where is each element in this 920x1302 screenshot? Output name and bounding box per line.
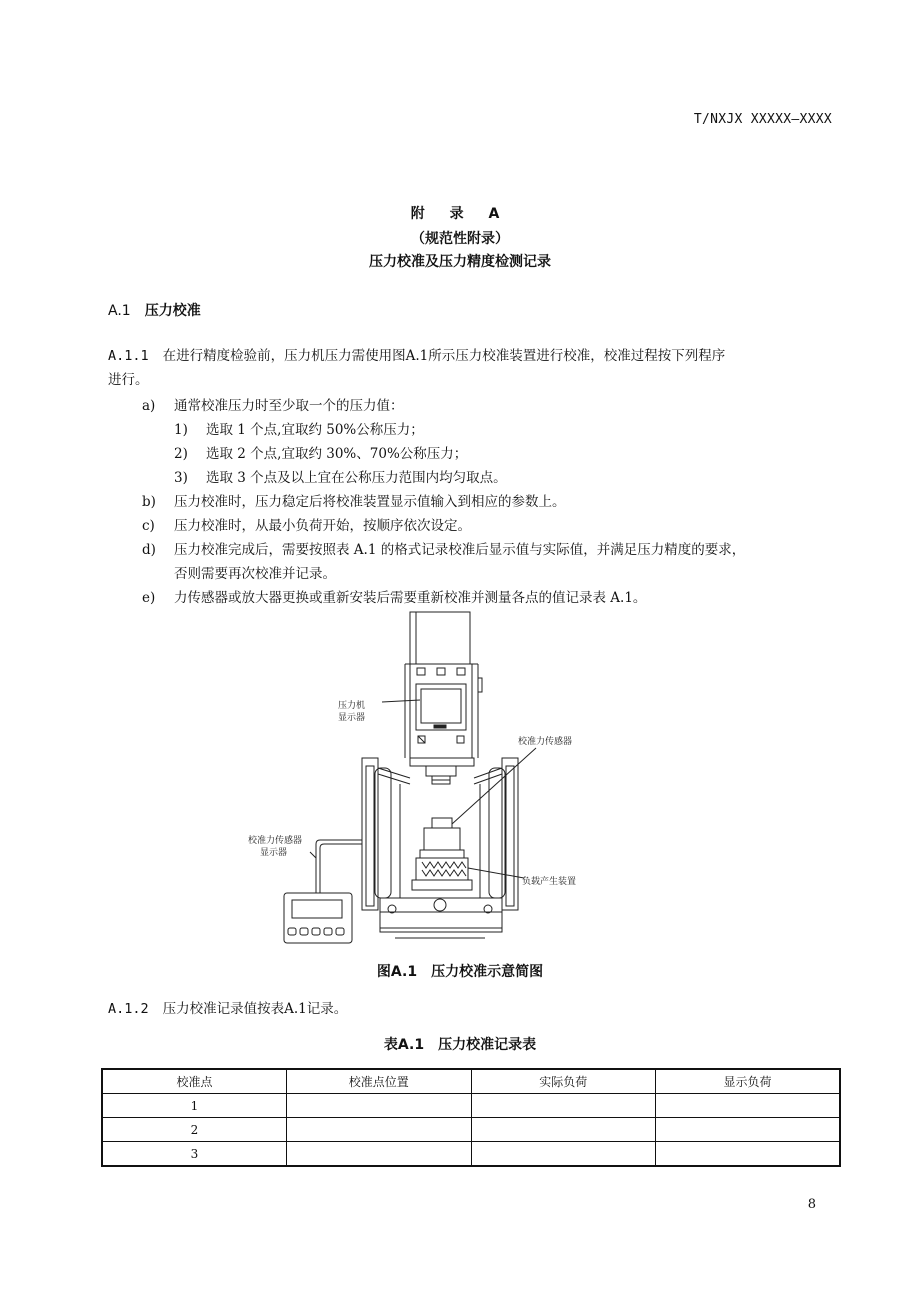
press-base xyxy=(380,912,502,932)
table-caption: 表A.1 压力校准记录表 xyxy=(383,1037,537,1053)
clause-text-cont: 进行。 xyxy=(108,372,149,388)
col-header: 校准点位置 xyxy=(287,1069,472,1094)
table-cell[interactable] xyxy=(656,1142,841,1167)
appendix-subtitle: （规范性附录） xyxy=(411,231,509,247)
press-calibration-diagram xyxy=(230,608,600,948)
sensor-cable xyxy=(316,840,362,893)
press-head xyxy=(410,612,470,664)
list-text: 压力校准完成后，需要按照表 A.1 的格式记录校准后显示值与实际值，并满足压力精度的要求， xyxy=(174,542,746,558)
document-code: T/NXJX XXXXX—XXXX xyxy=(693,112,832,127)
frame-right xyxy=(502,758,518,910)
list-text: 选取 2 个点,宜取约 30%、70%公称压力； xyxy=(206,446,468,462)
list-text-cont: 否则需要再次校准并记录。 xyxy=(174,566,336,582)
list-item-a xyxy=(142,394,404,418)
list-text: 压力校准时，从最小负荷开始，按顺序依次设定。 xyxy=(174,518,471,534)
table-row xyxy=(102,1142,840,1167)
list-text: 选取 3 个点及以上宜在公称压力范围内均匀取点。 xyxy=(206,470,507,486)
col-header: 显示负荷 xyxy=(656,1069,841,1094)
list-marker: 1) xyxy=(174,422,188,438)
list-item-e xyxy=(142,586,646,610)
list-item-d xyxy=(142,538,842,586)
table-row xyxy=(102,1094,840,1118)
label-sensor-display-2: 显示器 xyxy=(260,848,288,858)
list-item-c xyxy=(142,514,471,538)
section-title: 压力校准 xyxy=(144,303,201,319)
calibration-sensor xyxy=(432,818,452,828)
table-cell[interactable] xyxy=(287,1142,472,1167)
list-text: 通常校准压力时至少取一个的压力值： xyxy=(174,398,404,414)
clause-text: 在进行精度检验前，压力机压力需使用图A.1所示压力校准装置进行校准，校准过程按下列程序 xyxy=(162,348,726,364)
paragraph-a12 xyxy=(108,997,838,1021)
list-item-b xyxy=(142,490,566,514)
clause-number: A.1.2 xyxy=(108,1001,149,1017)
table-cell[interactable] xyxy=(287,1094,472,1118)
table-cell: 3 xyxy=(102,1142,287,1167)
label-press-display-2: 显示器 xyxy=(338,713,366,723)
label-load-device: 负载产生装置 xyxy=(522,877,577,887)
col-header: 校准点 xyxy=(102,1069,287,1094)
table-cell[interactable] xyxy=(471,1142,656,1167)
sensor-display-screen xyxy=(292,900,342,918)
figure-caption: 图A.1 压力校准示意简图 xyxy=(376,964,544,980)
table-cell[interactable] xyxy=(656,1118,841,1142)
section-heading xyxy=(108,300,201,320)
press-body xyxy=(410,664,472,758)
label-sensor-display-1: 校准力传感器 xyxy=(248,836,303,846)
list-item-a2 xyxy=(174,442,467,466)
list-text: 力传感器或放大器更换或重新安装后需要重新校准并测量各点的值记录表 A.1。 xyxy=(174,590,647,606)
page-number: 8 xyxy=(807,1197,816,1212)
list-marker: 3) xyxy=(174,470,188,486)
label-calibration-sensor: 校准力传感器 xyxy=(518,737,573,747)
table-cell: 1 xyxy=(102,1094,287,1118)
table-cell[interactable] xyxy=(656,1094,841,1118)
paragraph-a11 xyxy=(108,344,838,392)
table-cell[interactable] xyxy=(471,1094,656,1118)
table-cell[interactable] xyxy=(471,1118,656,1142)
list-item-a3 xyxy=(174,466,507,490)
list-text: 压力校准时，压力稳定后将校准装置显示值输入到相应的参数上。 xyxy=(174,494,566,510)
appendix-heading: 压力校准及压力精度检测记录 xyxy=(369,254,551,270)
list-text: 选取 1 个点,宜取约 50%公称压力； xyxy=(206,422,424,438)
list-marker: c) xyxy=(142,518,155,534)
col-header: 实际负荷 xyxy=(471,1069,656,1094)
appendix-title: 附 录 A xyxy=(410,206,510,222)
clause-text: 压力校准记录值按表A.1记录。 xyxy=(162,1001,348,1017)
list-marker: a) xyxy=(142,398,156,414)
list-item-a1 xyxy=(174,418,424,442)
list-marker: 2) xyxy=(174,446,188,462)
table-cell[interactable] xyxy=(287,1118,472,1142)
list-marker: e) xyxy=(142,590,156,606)
list-marker: b) xyxy=(142,494,156,510)
clause-number: A.1.1 xyxy=(108,348,149,364)
label-press-display-1: 压力机 xyxy=(338,701,366,711)
table-row xyxy=(102,1118,840,1142)
section-number: A.1 xyxy=(108,303,131,319)
table-cell: 2 xyxy=(102,1118,287,1142)
list-marker: d) xyxy=(142,542,156,558)
table-header-row xyxy=(102,1069,840,1094)
calibration-record-table xyxy=(101,1068,841,1167)
frame-left xyxy=(362,758,378,910)
